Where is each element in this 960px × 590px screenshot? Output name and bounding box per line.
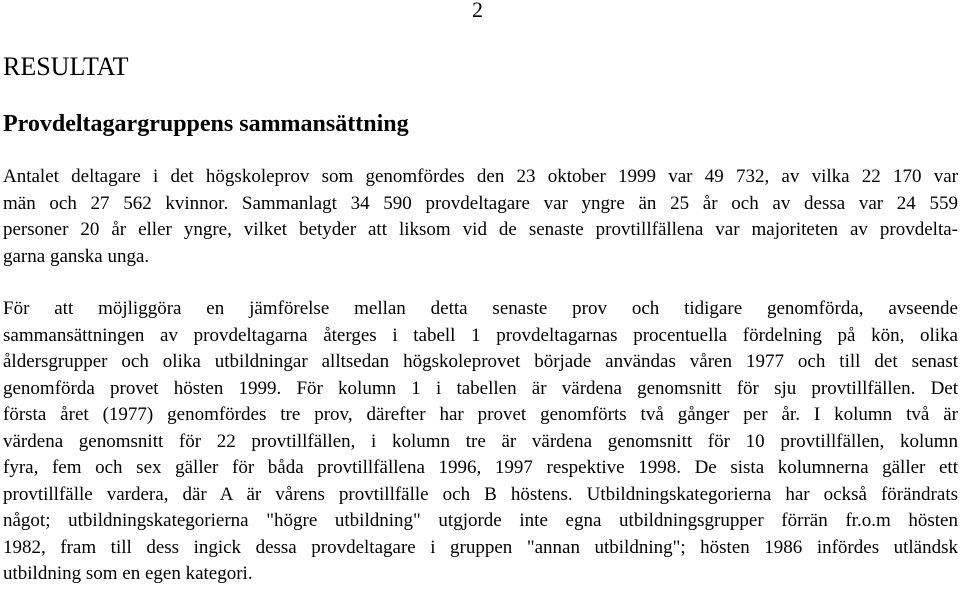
paragraph-line: värdena genomsnitt för 22 provtillfällen, i kolumn tre är värdena genomsnitt för 10 provtillfällen, kolumn <box>3 430 958 452</box>
paragraph-comparison <box>3 296 958 588</box>
subsection-heading: Provdeltagargruppens sammansättning <box>3 111 409 137</box>
paragraph-line: åldersgrupper och olika utbildningar alltsedan högskoleprovet började användas våren 1977 och till det senast <box>3 351 958 372</box>
paragraph-line: genomförda provet hösten 1999. För kolumn 1 i tabellen är värdena genomsnitt för sju provtillfällen. Det <box>3 377 958 399</box>
paragraph-line: 1982, fram till dess ingick dessa provdeltagare i gruppen "annan utbildning"; hösten 1986 infördes utländsk <box>3 536 958 558</box>
paragraph-line: sammansättningen av provdeltagarna återges i tabell 1 provdeltagarnas procentuella fördelning på kön, olika <box>3 324 958 346</box>
paragraph-line: något; utbildningskategorierna "högre utbildning" utgjorde inte egna utbildningsgrupper förrän fr.o.m hösten <box>3 510 958 531</box>
paragraph-line: personer 20 år eller yngre, vilket betyder att liksom vid de senaste provtillfällena var majoriteten av provdelta- <box>3 219 958 240</box>
paragraph-line: För att möjliggöra en jämförelse mellan detta senaste prov och tidigare genomförda, avseende <box>3 298 958 319</box>
paragraph-line: utbildning som en egen kategori. <box>3 563 253 584</box>
paragraph-line: provtillfälle vardera, där A är vårens provtillfälle och B höstens. Utbildningskategorierna har också förändrats <box>3 483 958 505</box>
section-heading: RESULTAT <box>3 52 129 81</box>
page-number: 2 <box>472 0 483 22</box>
paragraph-participants <box>3 164 958 270</box>
paragraph-line: fyra, fem och sex gäller för båda provtillfällena 1996, 1997 respektive 1998. De sista kolumnerna gäller ett <box>3 457 958 478</box>
paragraph-line: första året (1977) genomfördes tre prov, därefter har provet genomförts två gånger per år. I kolumn två är <box>3 404 958 425</box>
paragraph-line: Antalet deltagare i det högskoleprov som genomfördes den 23 oktober 1999 var 49 732, av vilka 22 170 var <box>3 166 958 187</box>
paragraph-line: garna ganska unga. <box>3 245 150 267</box>
paragraph-line: män och 27 562 kvinnor. Sammanlagt 34 590 provdeltagare var yngre än 25 år och av dessa var 24 559 <box>3 192 958 214</box>
